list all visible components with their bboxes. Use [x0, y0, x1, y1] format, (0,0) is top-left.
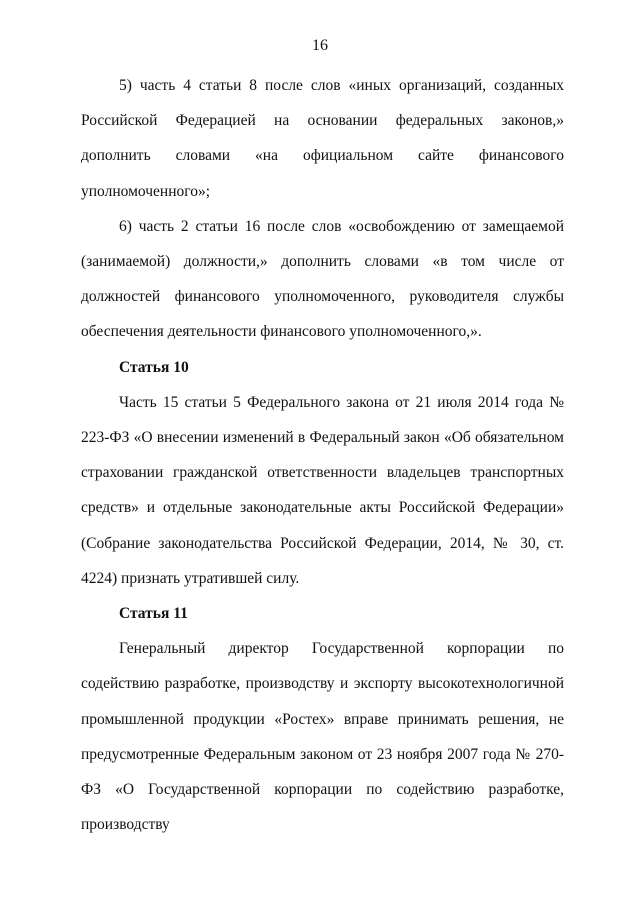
article-10-text: Часть 15 статьи 5 Федерального закона от 21 июля 2014 года № 223-ФЗ «О внесении изменений в Федеральный закон «Об обязательном страховании гражданской ответственности владельцев транспортных средств» и отдельные законодательные акты Российской Федерации» (Собрание законодательства Российской Федерации, 2014, № 30, ст. 4224) признать утратившей силу.: [81, 393, 564, 587]
article-11-text: Генеральный директор Государственной корпорации по содействию разработке, производству и экспорту высокотехнологичной промышленной продукции «Ростех» вправе принимать решения, не предусмотренные Федеральным законом от 23 ноября 2007 года № 270-ФЗ «О Государственной корпорации по содействию разработке, производству: [81, 640, 564, 834]
paragraph-item-6: 6) часть 2 статьи 16 после слов «освобождению от замещаемой (занимаемой) должности,» дополнить словами «в том числе от должностей финансового уполномоченного, руководителя службы обеспечения деятельности финансового уполномоченного,».: [81, 217, 564, 341]
article-10-heading: Статья 10: [119, 358, 189, 376]
paragraph-item-5: 5) часть 4 статьи 8 после слов «иных организаций, созданных Российской Федерацией на основании федеральных законов,» дополнить словами «на официальном сайте финансового уполномоченного»;: [81, 77, 564, 200]
page-number: 16: [312, 37, 328, 54]
article-11-heading: Статья 11: [119, 605, 188, 623]
document-body: [81, 68, 564, 842]
